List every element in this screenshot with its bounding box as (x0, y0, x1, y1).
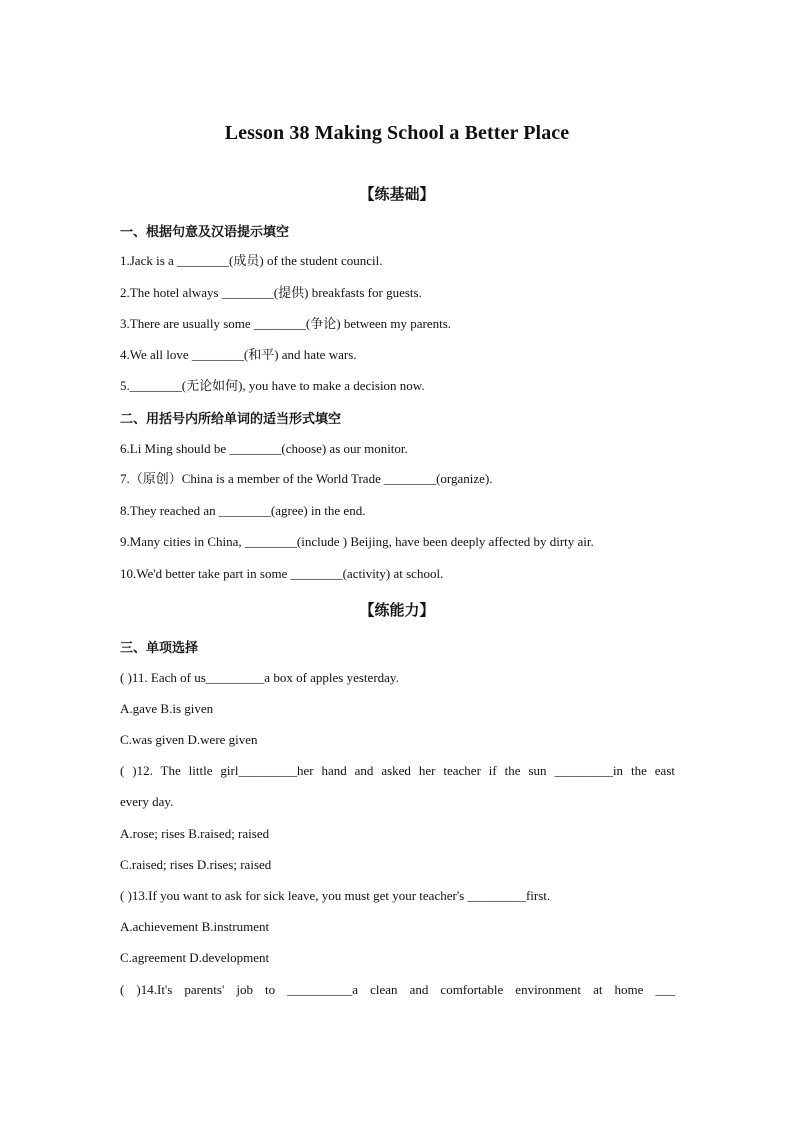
question-14-stem: ( )14.It's parents' job to __________a clean and comfortable environment at home ___ (120, 982, 675, 997)
exercise-item-9: 9.Many cities in China, ________(include ) Beijing, have been deeply affected by dirty air. (120, 534, 594, 549)
exercise-item-10: 10.We'd better take part in some ________(activity) at school. (120, 566, 444, 581)
part2-heading: 二、用括号内所给单词的适当形式填空 (120, 412, 342, 427)
question-12-stem: ( )12. The little girl_________her hand and asked her teacher if the sun _________in the east (120, 763, 675, 778)
question-12-stem-continued: every day. (120, 794, 174, 809)
question-13-options-cd: C.agreement D.development (120, 950, 270, 965)
section-heading-ability: 【练能力】 (359, 601, 435, 619)
exercise-item-1: 1.Jack is a ________(成员) of the student council. (120, 253, 383, 268)
exercise-item-7: 7.（原创）China is a member of the World Trade ________(organize). (120, 471, 493, 486)
section-heading-basic: 【练基础】 (359, 185, 435, 203)
question-13-stem: ( )13.If you want to ask for sick leave, you must get your teacher's _________first. (120, 888, 551, 903)
exercise-item-5: 5.________(无论如何), you have to make a decision now. (120, 378, 425, 393)
exercise-item-2: 2.The hotel always ________(提供) breakfasts for guests. (120, 285, 422, 300)
part1-heading: 一、根据句意及汉语提示填空 (120, 225, 290, 240)
question-12-options-cd: C.raised; rises D.rises; raised (120, 857, 272, 872)
question-11-options-cd: C.was given D.were given (120, 732, 258, 747)
question-11-stem: ( )11. Each of us_________a box of apples yesterday. (120, 670, 399, 685)
exercise-item-6: 6.Li Ming should be ________(choose) as our monitor. (120, 441, 408, 456)
question-12-options-ab: A.rose; rises B.raised; raised (120, 826, 270, 841)
page-title: Lesson 38 Making School a Better Place (224, 122, 570, 144)
question-13-options-ab: A.achievement B.instrument (120, 919, 270, 934)
part3-heading: 三、单项选择 (120, 641, 199, 656)
question-11-options-ab: A.gave B.is given (120, 701, 214, 716)
exercise-item-8: 8.They reached an ________(agree) in the end. (120, 503, 366, 518)
exercise-item-3: 3.There are usually some ________(争论) between my parents. (120, 316, 452, 331)
exercise-item-4: 4.We all love ________(和平) and hate wars. (120, 347, 357, 362)
